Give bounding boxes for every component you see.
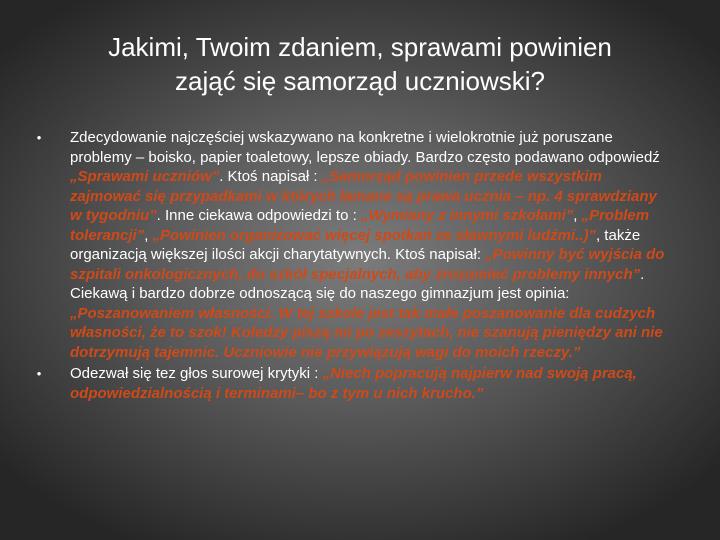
bullet-marker: • (36, 366, 42, 381)
quote-text: „Problem tolerancji” (70, 207, 650, 244)
bullet-item-2 (30, 364, 670, 403)
slide-title (40, 30, 680, 98)
bullet-text: , (144, 226, 153, 244)
quote-text: „Powinien organizować więcej spotkań ze sławnymi ludźmi..)” (152, 226, 596, 244)
quote-text: „Niech popracują najpierw nad swoją pracą, odpowiedzialnością i terminami– bo z tym u nich krucho.” (70, 365, 637, 402)
quote-text: „Sprawami uczniów” (70, 168, 220, 185)
bullet-text: . Inne ciekawa odpowiedzi to : (156, 207, 361, 224)
quote-text: „Powinny być wyjścia do szpitali onkologicznych, do szkół specjalnych, aby zrozumieć problemy innych” (70, 246, 665, 283)
bullet-text: , (573, 207, 582, 224)
quote-text: „Poszanowaniem własności. W tej szkole jest tak małe poszanowanie dla cudzych własności, że to szok! Koledzy piszą mi po zeszytach, nie szanują pieniędzy ani nie dotrzymują tajemnic. Uczniowie nie przywiązują wagi do moich rzeczy.” (70, 304, 663, 361)
quote-text: „Wymiany z innymi szkołami” (360, 207, 574, 224)
bullet-marker: • (36, 130, 42, 145)
title-line-1: Jakimi, Twoim zdaniem, sprawami powinien (108, 32, 612, 62)
bullet-text: , także organizacją większej ilości akcji charytatywnych. Ktoś napisał: (70, 226, 641, 263)
bullet-text: . Ktoś napisał : (219, 168, 322, 185)
bullet-text: Odezwał się tez głos surowej krytyki : (70, 365, 323, 382)
bullet-text: Zdecydowanie najczęściej wskazywano na konkretne i wielokrotnie już poruszane problemy – boisko, papier toaletowy, lepsze obiady. Bardzo często podawano odpowiedź (70, 129, 660, 166)
bullet-item-1 (30, 128, 670, 362)
slide-body (30, 128, 670, 405)
quote-text: „Samorząd powinien przede wszystkim zajmować się przypadkami w których łamane są prawa ucznia – np. 4 sprawdziany w tygodniu” (70, 168, 657, 224)
title-line-2: zająć się samorząd uczniowski? (175, 66, 545, 96)
bullet-text: . Ciekawą i bardzo dobrze odnoszącą się do naszego gimnazjum jest opinia: (70, 265, 645, 302)
